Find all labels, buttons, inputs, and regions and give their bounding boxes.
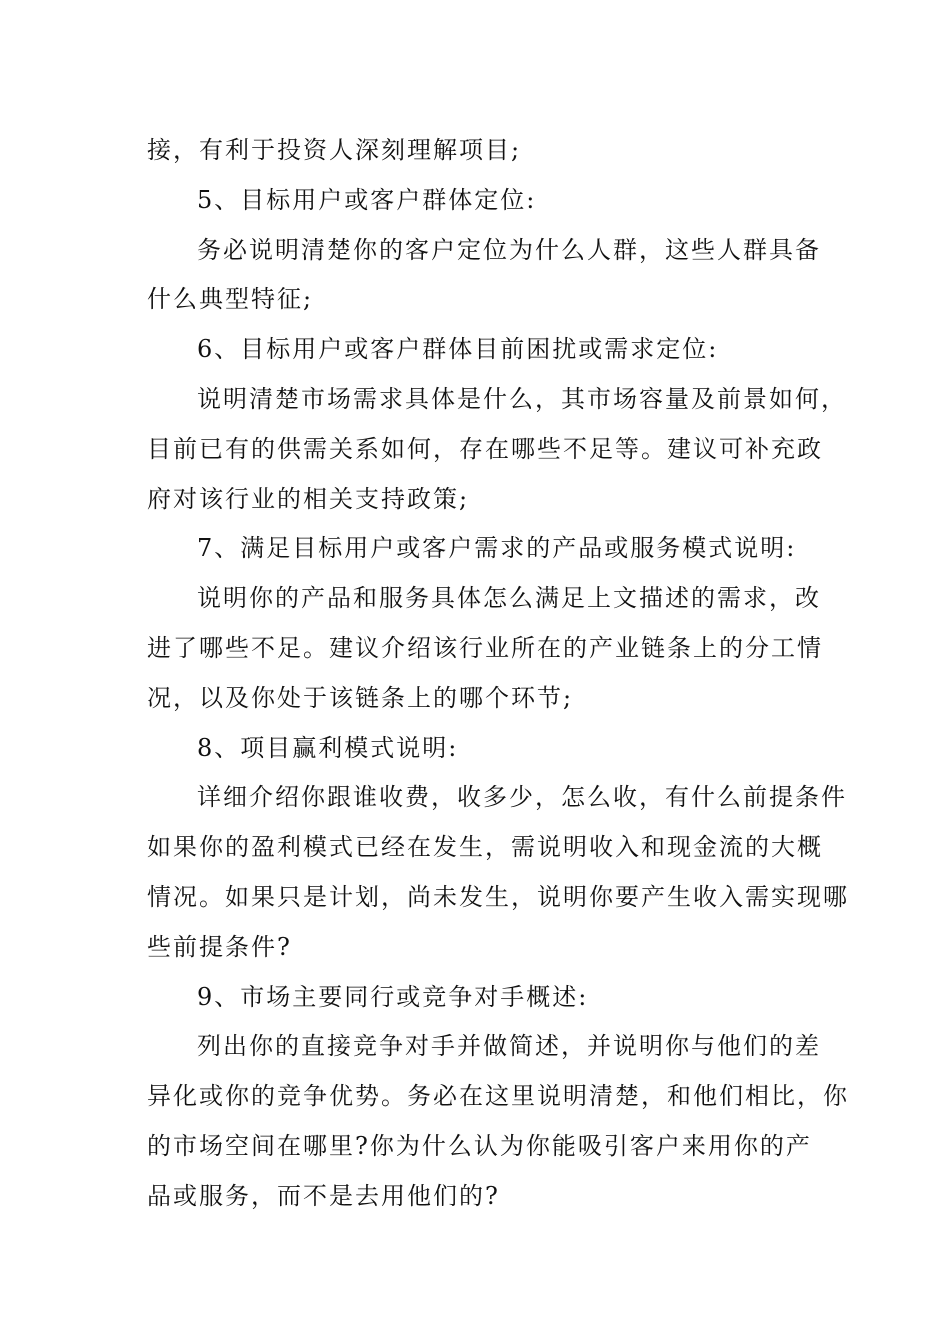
section-heading-9: 9、市场主要同行或竞争对手概述: bbox=[197, 982, 589, 1011]
text-line: 详细介绍你跟谁收费，收多少，怎么收，有什么前提条件 bbox=[197, 783, 847, 812]
text-line: 进了哪些不足。建议介绍该行业所在的产业链条上的分工情 bbox=[147, 633, 823, 662]
text-line: 品或服务，而不是去用他们的? bbox=[147, 1181, 500, 1210]
text-line: 接，有利于投资人深刻理解项目; bbox=[147, 136, 522, 164]
text-line: 如果你的盈利模式已经在发生，需说明收入和现金流的大概 bbox=[147, 833, 823, 862]
text-line: 异化或你的竞争优势。务必在这里说明清楚，和他们相比，你 bbox=[147, 1082, 849, 1111]
text-line: 些前提条件? bbox=[147, 932, 292, 961]
section-heading-7: 7、满足目标用户或客户需求的产品或服务模式说明: bbox=[197, 534, 797, 563]
section-heading-8: 8、项目赢利模式说明: bbox=[197, 733, 459, 762]
text-line: 目前已有的供需关系如何，存在哪些不足等。建议可补充政 bbox=[147, 434, 823, 463]
text-line: 什么典型特征; bbox=[147, 285, 314, 314]
section-heading-5: 5、目标用户或客户群体定位: bbox=[197, 185, 537, 214]
text-line: 况，以及你处于该链条上的哪个环节; bbox=[147, 683, 574, 712]
text-line: 情况。如果只是计划，尚未发生，说明你要产生收入需实现哪 bbox=[147, 882, 849, 911]
text-line: 说明清楚市场需求具体是什么，其市场容量及前景如何， bbox=[197, 384, 847, 413]
text-line: 说明你的产品和服务具体怎么满足上文描述的需求，改 bbox=[197, 584, 821, 613]
section-heading-6: 6、目标用户或客户群体目前困扰或需求定位: bbox=[197, 335, 719, 364]
text-line: 的市场空间在哪里?你为什么认为你能吸引客户来用你的产 bbox=[147, 1131, 812, 1160]
text-line: 务必说明清楚你的客户定位为什么人群，这些人群具备 bbox=[197, 235, 821, 264]
text-line: 府对该行业的相关支持政策; bbox=[147, 484, 470, 513]
text-line: 列出你的直接竞争对手并做简述，并说明你与他们的差 bbox=[197, 1032, 821, 1061]
document-body bbox=[147, 126, 849, 1222]
